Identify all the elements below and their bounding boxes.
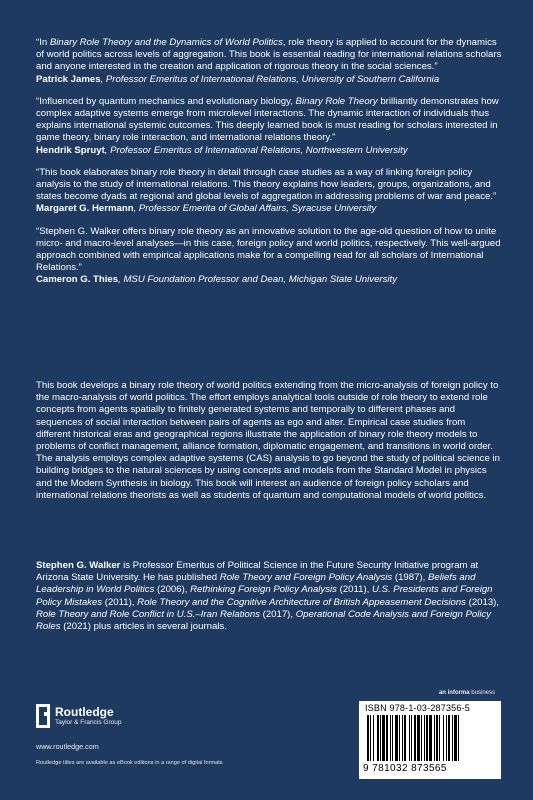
endorsement-quote [36, 226, 502, 275]
endorser-title: , Professor Emeritus of International Relations, University of Southern California [100, 73, 440, 85]
barcode-bar [429, 715, 432, 761]
text-run: is Professor Emeritus of Political Science in the Future Security Initiative program at Arizona State University. He has published [36, 560, 479, 584]
informa-brand: an informa [438, 690, 470, 696]
barcode-bar [426, 715, 428, 761]
endorsement-attribution [36, 274, 502, 286]
barcode-bar [414, 715, 416, 761]
barcode-bar [390, 715, 391, 761]
barcode-bar [386, 715, 388, 761]
endorser-title: , Professor Emeritus of International Relations, Northwestern University [104, 144, 408, 156]
text-run: , role theory is applied to account for the dynamics of world politics across levels of aggregation. This book is essential reading for international relations scholars and anyone interested in the creation and application of rigorous theory in the social sciences.” [36, 37, 502, 73]
informa-business-label [439, 690, 495, 696]
endorser-title: , MSU Foundation Professor and Dean, Michigan State University [118, 274, 397, 286]
publisher-name: Routledge [55, 705, 114, 719]
endorser-title: , Professor Emerita of Global Affairs, Syracuse University [133, 203, 377, 215]
endorser-name: Patrick James [36, 73, 101, 85]
isbn-label: ISBN 978-1-03-287356-5 [365, 703, 470, 713]
author-name: Stephen G. Walker [36, 560, 121, 571]
endorsement-quote [36, 37, 502, 74]
italic-title: Role Theory and Foreign Policy Analysis [219, 572, 393, 584]
barcode-bar [424, 715, 425, 761]
barcode-bar [436, 715, 438, 761]
endorsement-attribution [36, 203, 502, 215]
italic-title: U.S. Presidents and Foreign Policy Mistakes [36, 584, 493, 608]
barcode-bar [448, 715, 450, 761]
italic-title: Beliefs and Leadership in World Politics [36, 572, 476, 596]
barcode-bar [382, 715, 385, 761]
text-run: (1987), [392, 572, 428, 584]
endorsement [36, 226, 502, 287]
barcode-bar [404, 715, 406, 761]
barcode-bar [373, 715, 374, 761]
italic-title: Operational Code Analysis and Foreign Policy Roles [36, 608, 492, 633]
barcode-bar [367, 715, 369, 761]
barcode-bar [411, 715, 412, 761]
routledge-mark-icon [36, 704, 50, 728]
barcode-bar [399, 715, 400, 761]
book-description: This book develops a binary role theory of world politics extending from the micro-analysis of foreign policy to the macro-analysis of world politics. The effort employs analytical tools outside of role theory to extend role concepts from agents spatially to finitely generated systems and temporally to different phases and sequences of social interaction between pairs of agents as ego and alter. Empirical case studies from different historical eras and geographical regions illustrate the application of binary role theory models to problems of conflict management, alliance formation, diplomatic engagement, and transitions in world order. The analysis employs complex adaptive systems (CAS) analysis to go beyond the study of political science in building bridges to the natural sciences by using concepts and models from the Standard Model in physics and the Modern Synthesis in biology. This book will interest an audience of foreign policy scholars and international relations theorists as well as students of quantum and computational models of world politics. [36, 380, 500, 501]
endorser-name: Hendrik Spruyt [36, 144, 105, 156]
barcode-bar [434, 715, 435, 761]
text-run: (2017), [259, 608, 296, 620]
routledge-logo [36, 704, 166, 728]
endorsement-quote [36, 96, 502, 145]
text-run: “Stephen G. Walker offers binary role theory as an innovative solution to the age-old question of how to unite micro- and macro-level analyses—in this case, foreign policy and world politics, respectively. This well-argued approach combined with empirical applications make for a compelling read for all scholars of International Relations.” [36, 225, 501, 274]
text-run: (2013), [465, 596, 500, 608]
text-run: “This book elaborates binary role theory in detail through case studies as a way of linking foreign policy analysis to the study of international relations. This theory explains how leaders, groups, organizations, and states become dyads at regional and global levels of aggregation in addressing problems of war and peace.” [36, 166, 497, 203]
endorsement-attribution [36, 145, 502, 157]
italic-title: Binary Role Theory [295, 95, 378, 107]
text-run: brilliantly demonstrates how complex adaptive systems emerge from microlevel interactions. The dynamic interaction of individuals thus explains international systemic outcomes. This deeply learned book is must reading for scholars interested in game theory, binary role interaction, and international relations theory.” [36, 95, 499, 144]
barcode-bar [380, 715, 381, 761]
informa-suffix: business [469, 690, 495, 696]
text-run: (2011), [336, 584, 372, 596]
endorsement [36, 96, 502, 157]
endorsements [36, 37, 502, 297]
barcode-bar [417, 715, 420, 761]
barcode-bar [443, 715, 444, 761]
endorser-name: Margaret G. Hermann [36, 203, 134, 215]
barcode-bar [446, 715, 447, 761]
barcode-bar [421, 715, 422, 761]
barcode-digits: 9 781032 873565 [363, 763, 447, 774]
barcode-bar [452, 715, 453, 761]
endorsement [36, 37, 502, 86]
italic-title: Binary Role Theory and the Dynamics of World Politics [49, 37, 283, 48]
endorsement-attribution [36, 74, 502, 86]
barcode-bar [370, 715, 371, 761]
barcode-bar [392, 715, 393, 761]
publisher-url[interactable]: www.routledge.com [36, 742, 99, 751]
barcode-bar [409, 715, 410, 761]
barcode-bar [377, 715, 379, 761]
barcode-bar [458, 715, 459, 761]
italic-title: Role Theory and the Cognitive Architecture of British Appeasement Decisions [137, 596, 466, 608]
endorsement-quote [36, 167, 502, 204]
italic-title: Rethinking Foreign Policy Analysis [190, 584, 337, 596]
endorsement [36, 167, 502, 216]
text-run: “Influenced by quantum mechanics and evolutionary biology, [36, 95, 296, 107]
text-run: (2011), [102, 596, 138, 608]
ebook-note: Routledge titles are available as eBook editions in a range of digital formats [36, 760, 223, 766]
barcode-bar [402, 715, 403, 761]
barcode-bar [439, 715, 440, 761]
text-run: (2021) plus articles in several journals. [60, 621, 227, 633]
isbn-barcode [359, 701, 501, 779]
barcode-bar [454, 715, 457, 761]
author-bio [36, 560, 502, 633]
publisher-group: Taylor & Francis Group [55, 719, 122, 726]
text-run: (2006), [154, 584, 191, 596]
barcode-bar [395, 715, 398, 761]
endorser-name: Cameron G. Thies [36, 274, 119, 286]
barcode-icon [365, 715, 495, 763]
text-run: “In [36, 37, 50, 48]
italic-title: Role Theory and Role Conflict in U.S.–Iran Relations [36, 608, 260, 620]
